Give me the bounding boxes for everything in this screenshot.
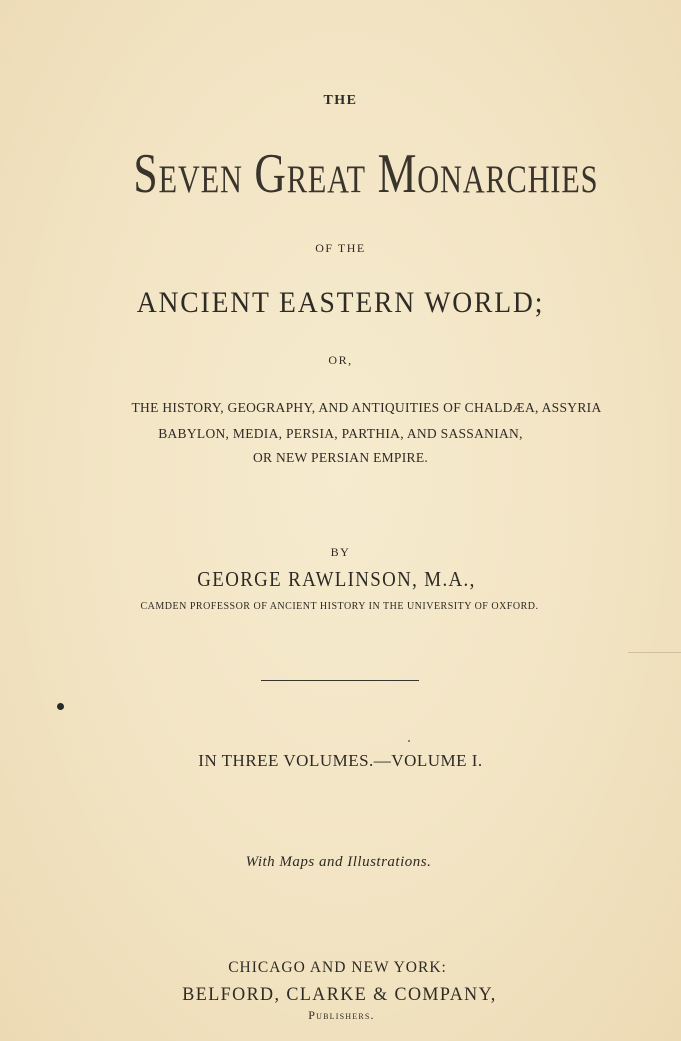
subtitle: ANCIENT EASTERN WORLD; [136,286,545,319]
ink-spot [57,703,64,710]
publisher-name: BELFORD, CLARKE & COMPANY, [182,984,497,1005]
publication-place: CHICAGO AND NEW YORK: [228,959,447,976]
divider-rule [261,680,419,681]
illustrations-note: With Maps and Illustrations. [245,854,432,870]
by-label: BY [330,545,351,559]
main-title: Seven Great Monarchies [133,143,599,205]
author-name: GEORGE RAWLINSON, M.A., [197,567,476,591]
description-line-2: BABYLON, MEDIA, PERSIA, PARTHIA, AND SASSANIAN, [158,426,523,441]
description-line-1: THE HISTORY, GEOGRAPHY, AND ANTIQUITIES OF CHALDÆA, ASSYRIA [131,400,602,415]
publishers-label: Publishers. [308,1008,375,1022]
description-line-3: OR NEW PERSIAN EMPIRE. [252,450,429,465]
or-label: OR, [328,353,353,367]
page-crease [628,652,681,653]
author-title: CAMDEN PROFESSOR OF ANCIENT HISTORY IN THE UNIVERSITY OF OXFORD. [140,601,539,612]
of-the-label: OF THE [315,241,366,255]
volumes-statement: IN THREE VOLUMES.—VOLUME I. [198,751,483,770]
the-label: THE [323,93,358,108]
ink-speck [408,740,410,742]
